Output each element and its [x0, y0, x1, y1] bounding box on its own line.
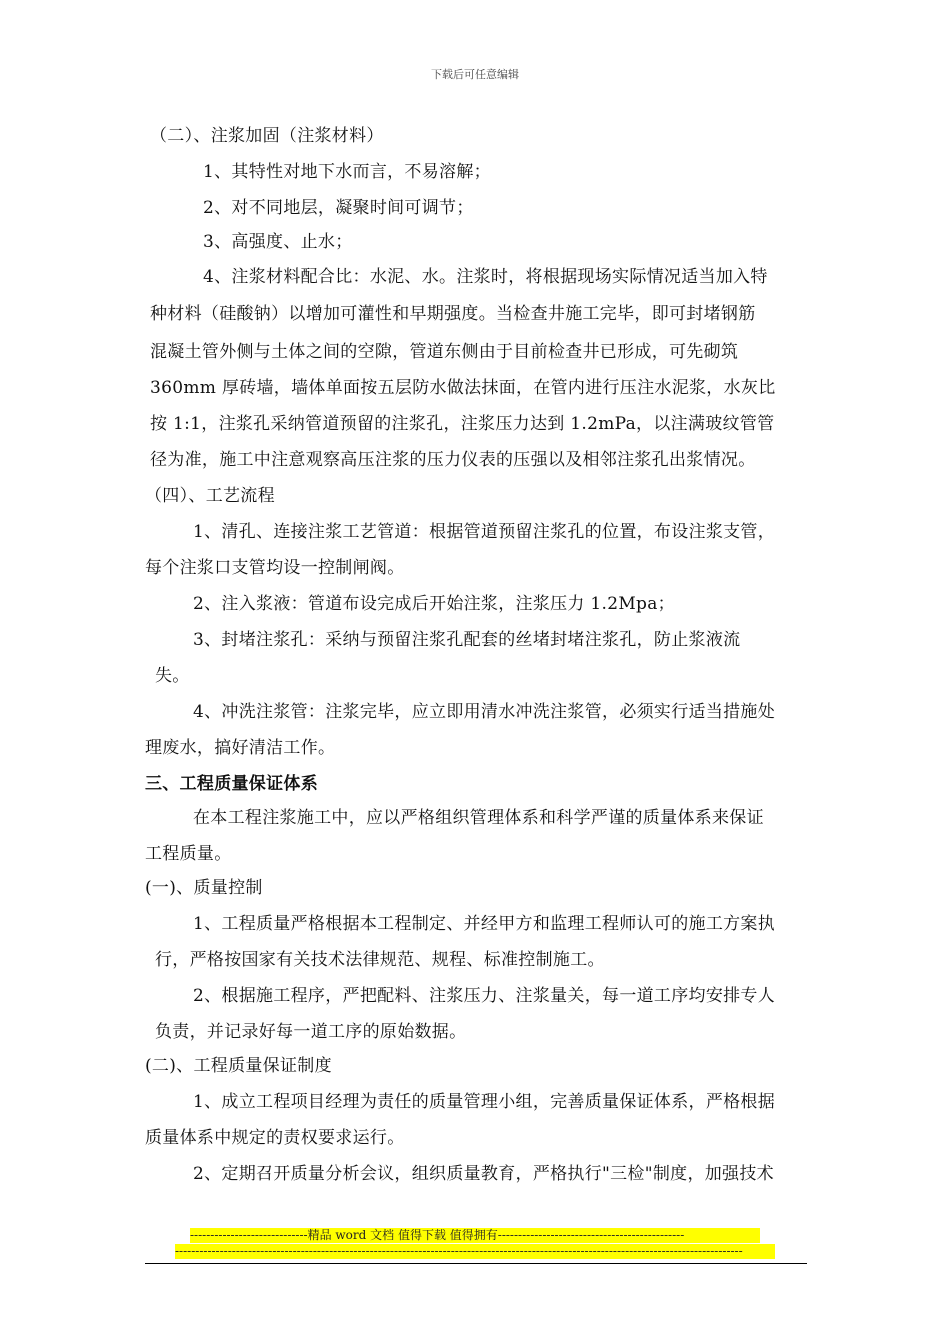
footer-banner-text: -----------------------------精品 word 文档 值得下载 值得拥有---------------------------------------------- [190, 1228, 760, 1243]
paragraph-line: 4、冲洗注浆管：注浆完毕，应立即用清水冲洗注浆管，必须实行适当措施处 [193, 702, 776, 722]
header-note: 下载后可任意编辑 [431, 68, 519, 81]
footer-divider [145, 1263, 807, 1264]
paragraph-line: 失。 [155, 666, 190, 686]
paragraph-line: 混凝土管外侧与土体之间的空隙，管道东侧由于目前检查井已形成，可先砌筑 [150, 342, 739, 362]
section-heading: (一)、质量控制 [145, 878, 263, 898]
chapter-heading: 三、工程质量保证体系 [145, 774, 318, 794]
paragraph-line: 径为准，施工中注意观察高压注浆的压力仪表的压强以及相邻注浆孔出浆情况。 [150, 450, 756, 470]
paragraph-line: 360mm 厚砖墙，墙体单面按五层防水做法抹面，在管内进行压注水泥浆，水灰比 [150, 378, 776, 398]
paragraph-line: 1、清孔、连接注浆工艺管道：根据管道预留注浆孔的位置，布设注浆支管， [193, 522, 776, 542]
section-heading: (二)、工程质量保证制度 [145, 1056, 332, 1076]
paragraph-line: 行，严格按国家有关技术法律规范、规程、标准控制施工。 [155, 950, 605, 970]
paragraph-line: 1、成立工程项目经理为责任的质量管理小组，完善质量保证体系，严格根据 [193, 1092, 776, 1112]
paragraph-line: 2、定期召开质量分析会议，组织质量教育，严格执行"三检"制度，加强技术 [193, 1164, 774, 1184]
paragraph-line: 按 1:1，注浆孔采纳管道预留的注浆孔，注浆压力达到 1.2mPa，以注满玻纹管管 [150, 414, 775, 434]
list-item: 2、对不同地层，凝聚时间可调节； [203, 198, 474, 218]
paragraph-line: 工程质量。 [145, 844, 232, 864]
paragraph-line: 种材料（硅酸钠）以增加可灌性和早期强度。当检查井施工完毕，即可封堵钢筋 [150, 304, 756, 324]
paragraph-line: 理废水，搞好清洁工作。 [145, 738, 336, 758]
footer-banner-dashes: -------------------------------------------------------------------------------------------------------------------------------------------- [175, 1244, 775, 1259]
section-heading: （二）、注浆加固（注浆材料） [150, 126, 384, 146]
paragraph-line: 质量体系中规定的责权要求运行。 [145, 1128, 405, 1148]
paragraph-line: 1、工程质量严格根据本工程制定、并经甲方和监理工程师认可的施工方案执 [193, 914, 776, 934]
paragraph-line: 在本工程注浆施工中，应以严格组织管理体系和科学严谨的质量体系来保证 [193, 808, 764, 828]
paragraph-line: 3、封堵注浆孔：采纳与预留注浆孔配套的丝堵封堵注浆孔，防止浆液流 [193, 630, 741, 650]
section-heading: （四）、工艺流程 [145, 486, 275, 506]
paragraph-line: 2、注入浆液：管道布设完成后开始注浆，注浆压力 1.2Mpa； [193, 594, 675, 614]
paragraph-line: 每个注浆口支管均设一控制闸阀。 [145, 558, 405, 578]
paragraph-line: 2、根据施工程序，严把配料、注浆压力、注浆量关，每一道工序均安排专人 [193, 986, 776, 1006]
list-item: 3、高强度、止水； [203, 232, 353, 252]
paragraph-line: 负责，并记录好每一道工序的原始数据。 [155, 1022, 467, 1042]
list-item: 1、其特性对地下水而言，不易溶解； [203, 162, 491, 182]
paragraph-line: 4、注浆材料配合比：水泥、水。注浆时，将根据现场实际情况适当加入特 [203, 267, 768, 287]
